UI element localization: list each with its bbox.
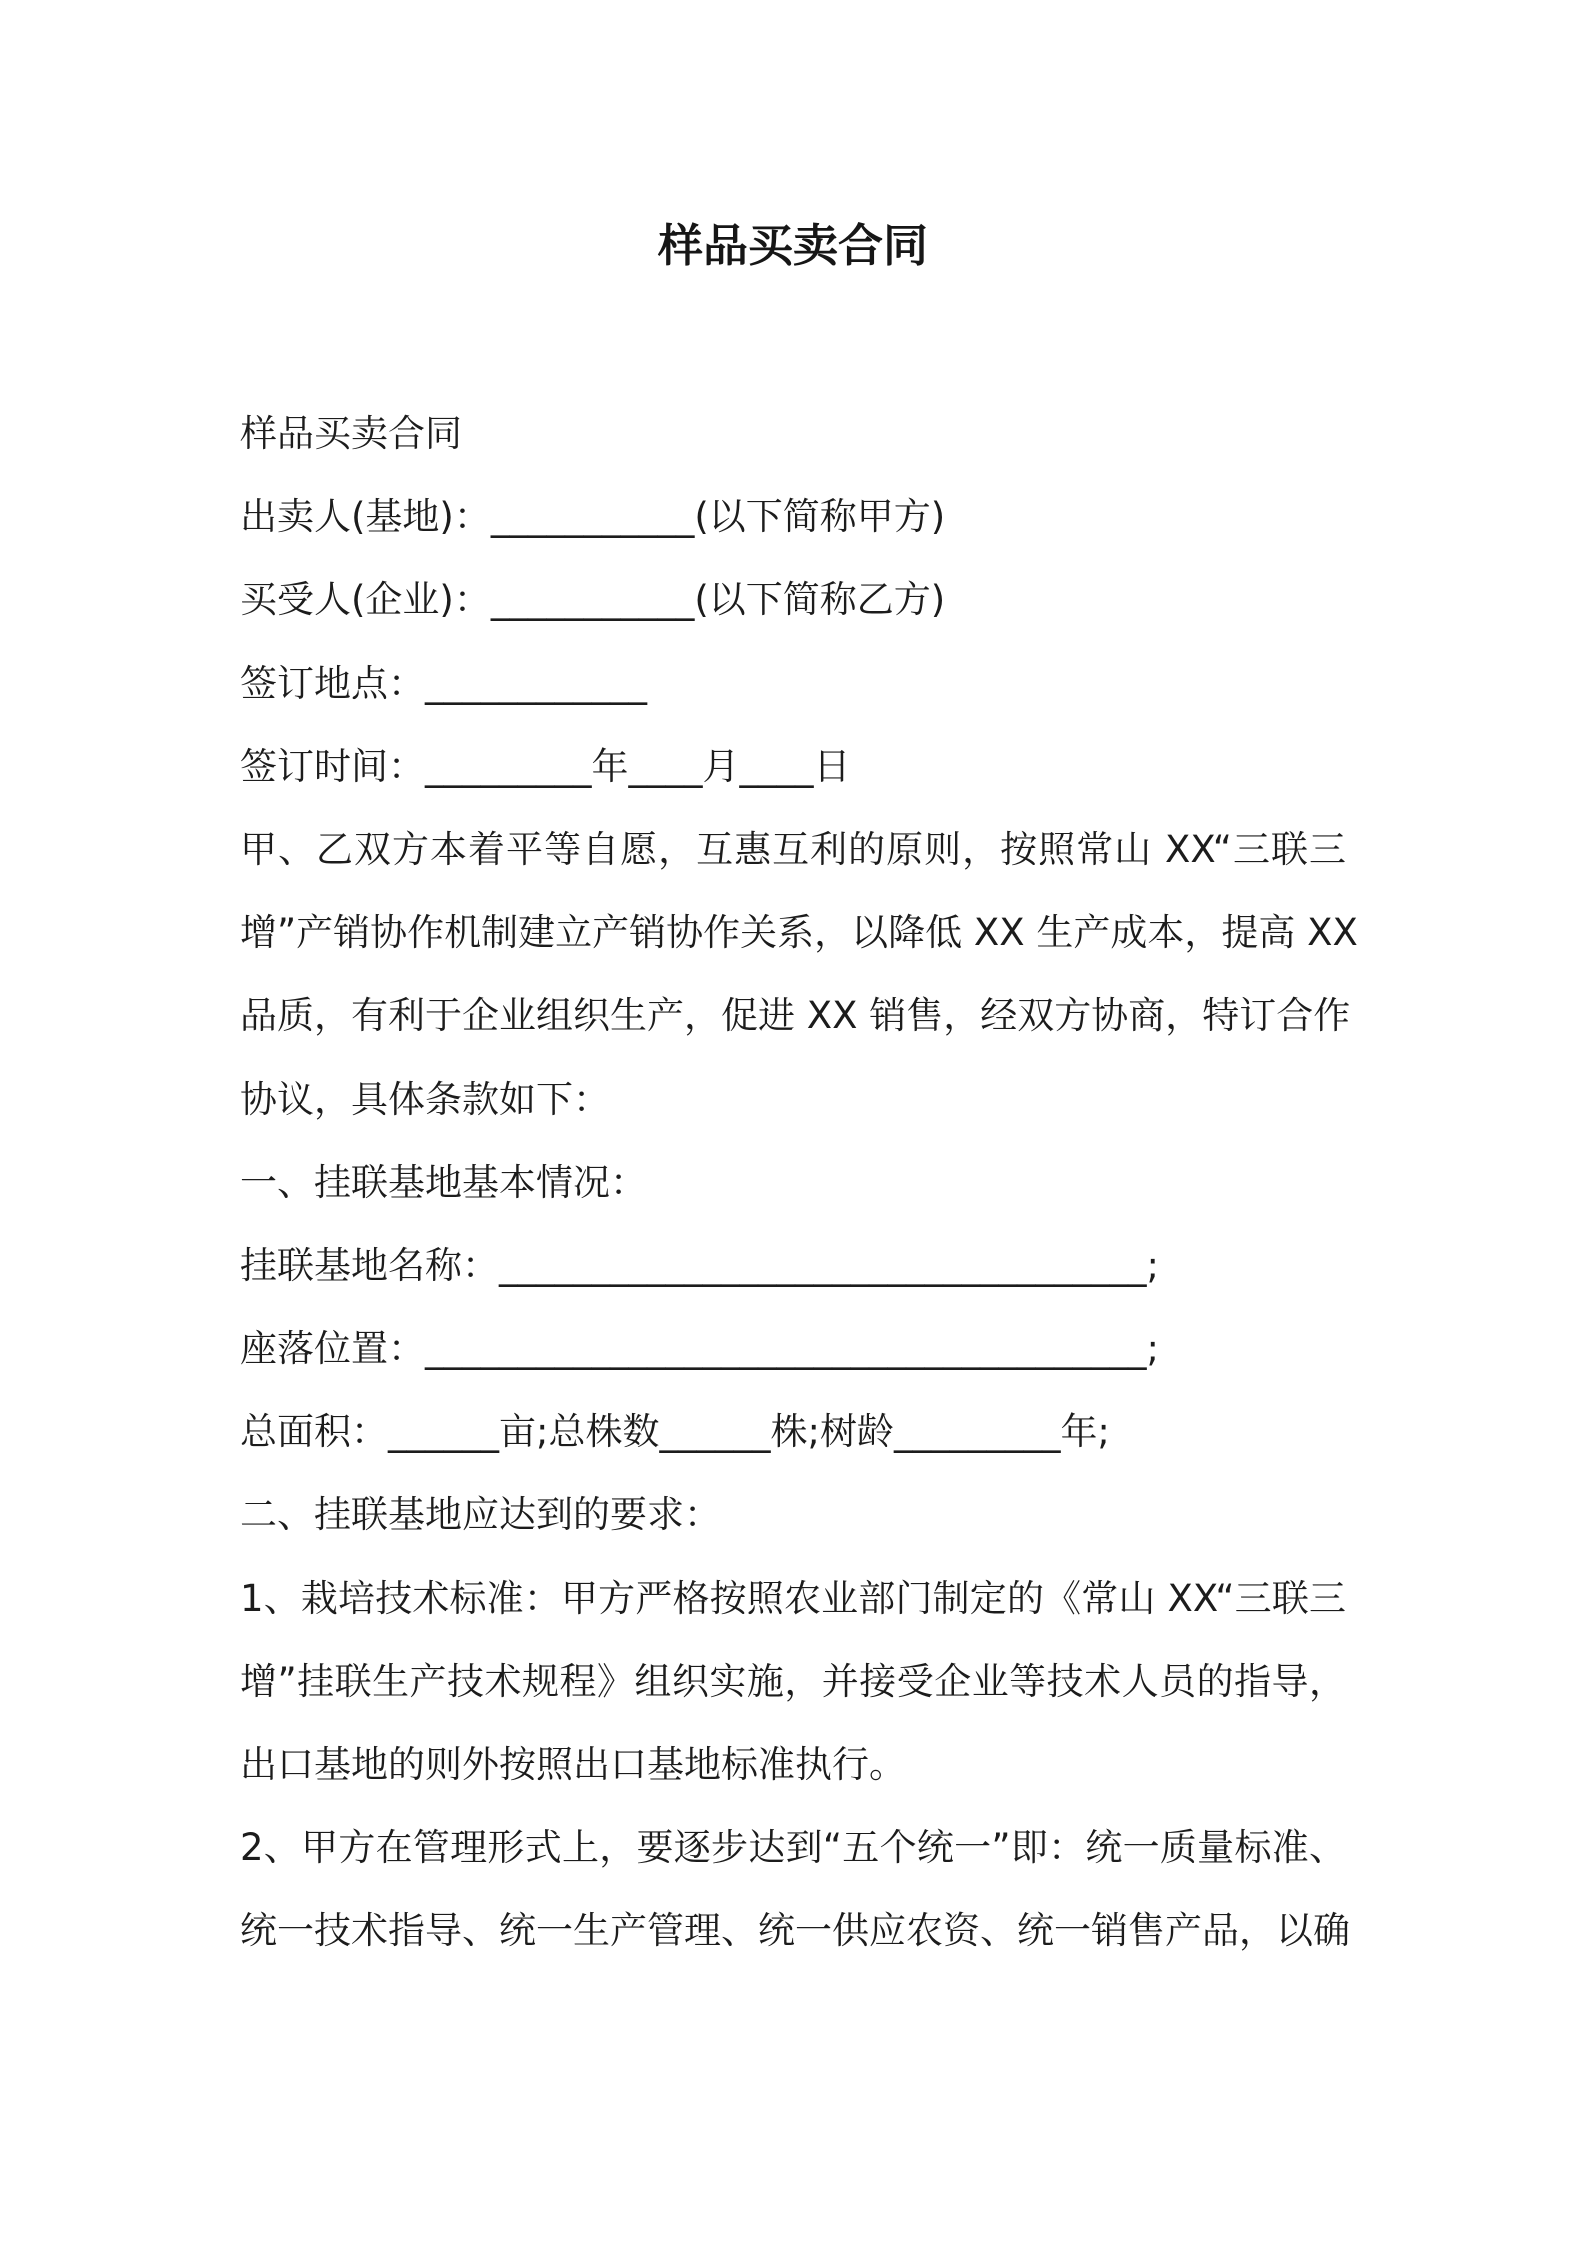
tree-age-blank: _________	[893, 1410, 1061, 1454]
base-name-line	[240, 1224, 1346, 1307]
seller-name-blank: ___________	[490, 495, 695, 539]
day-blank: ____	[739, 744, 814, 788]
location-blank: _______________________________________	[425, 1327, 1147, 1371]
signing-date-line	[240, 725, 1346, 808]
section-2-heading: 二、挂联基地应达到的要求：	[240, 1493, 721, 1537]
seller-line	[240, 475, 1346, 558]
clause-1-line: 出口基地的则外按照出口基地标准执行。	[240, 1743, 906, 1786]
month-blank: ____	[628, 744, 703, 788]
tree-count-label: 总株数	[548, 1410, 660, 1454]
buyer-label: 买受人(企业)：	[240, 578, 491, 622]
area-blank: ______	[388, 1410, 499, 1454]
tree-count-blank: ______	[659, 1410, 771, 1454]
clause-2-paragraph	[240, 1806, 1350, 1972]
contract-body	[240, 392, 1358, 1973]
year-blank: _________	[425, 744, 592, 788]
clause-2-line: 统一技术指导、统一生产管理、统一供应农资、统一销售产品，以确	[240, 1909, 1350, 1953]
seller-alias: (以下简称甲方)	[694, 495, 946, 539]
clause-1-paragraph	[240, 1557, 1346, 1807]
signing-place-label: 签订地点：	[240, 661, 425, 705]
seller-label: 出卖人(基地)：	[240, 495, 491, 539]
contract-heading: 样品买卖合同	[240, 412, 462, 455]
section-1-heading: 一、挂联基地基本情况：	[240, 1160, 647, 1204]
tree-age-label: 树龄	[819, 1410, 894, 1454]
day-unit: 日	[813, 744, 851, 788]
preamble-line: 协议，具体条款如下：	[240, 1077, 610, 1121]
preamble-line: 甲、乙双方本着平等自愿，互惠互利的原则，按照常山 XX“三联三	[240, 827, 1346, 871]
base-name-label: 挂联基地名称：	[240, 1243, 499, 1287]
area-line	[240, 1390, 1346, 1473]
area-label: 总面积：	[240, 1410, 388, 1454]
buyer-alias: (以下简称乙方)	[694, 578, 946, 622]
clause-2-line: 2、甲方在管理形式上，要逐步达到“五个统一”即：统一质量标准、	[240, 1826, 1346, 1870]
base-name-end: ;	[1146, 1243, 1159, 1287]
preamble-paragraph	[240, 808, 1358, 1141]
clause-1-line: 1、栽培技术标准：甲方严格按照农业部门制定的《常山 XX“三联三	[240, 1576, 1346, 1620]
location-line	[240, 1307, 1346, 1390]
tree-count-unit: 株;	[770, 1410, 820, 1454]
preamble-line: 增”产销协作机制建立产销协作关系，以降低 XX 生产成本，提高 XX	[240, 911, 1358, 955]
month-unit: 月	[702, 744, 740, 788]
buyer-name-blank: ___________	[490, 578, 695, 622]
clause-1-line: 增”挂联生产技术规程》组织实施，并接受企业等技术人员的指导，	[240, 1659, 1346, 1703]
signing-place-line	[240, 642, 1346, 725]
signing-date-label: 签订时间：	[240, 744, 425, 788]
location-end: ;	[1146, 1327, 1159, 1371]
signing-place-blank: ____________	[425, 661, 647, 705]
tree-age-unit: 年;	[1060, 1410, 1110, 1454]
location-label: 座落位置：	[240, 1327, 425, 1371]
document-title: 样品买卖合同	[657, 219, 928, 272]
preamble-line: 品质，有利于企业组织生产，促进 XX 销售，经双方协商，特订合作	[240, 994, 1351, 1038]
area-unit: 亩;	[499, 1410, 549, 1454]
year-unit: 年	[591, 744, 629, 788]
base-name-blank: ___________________________________	[499, 1243, 1147, 1287]
buyer-line	[240, 558, 1346, 641]
